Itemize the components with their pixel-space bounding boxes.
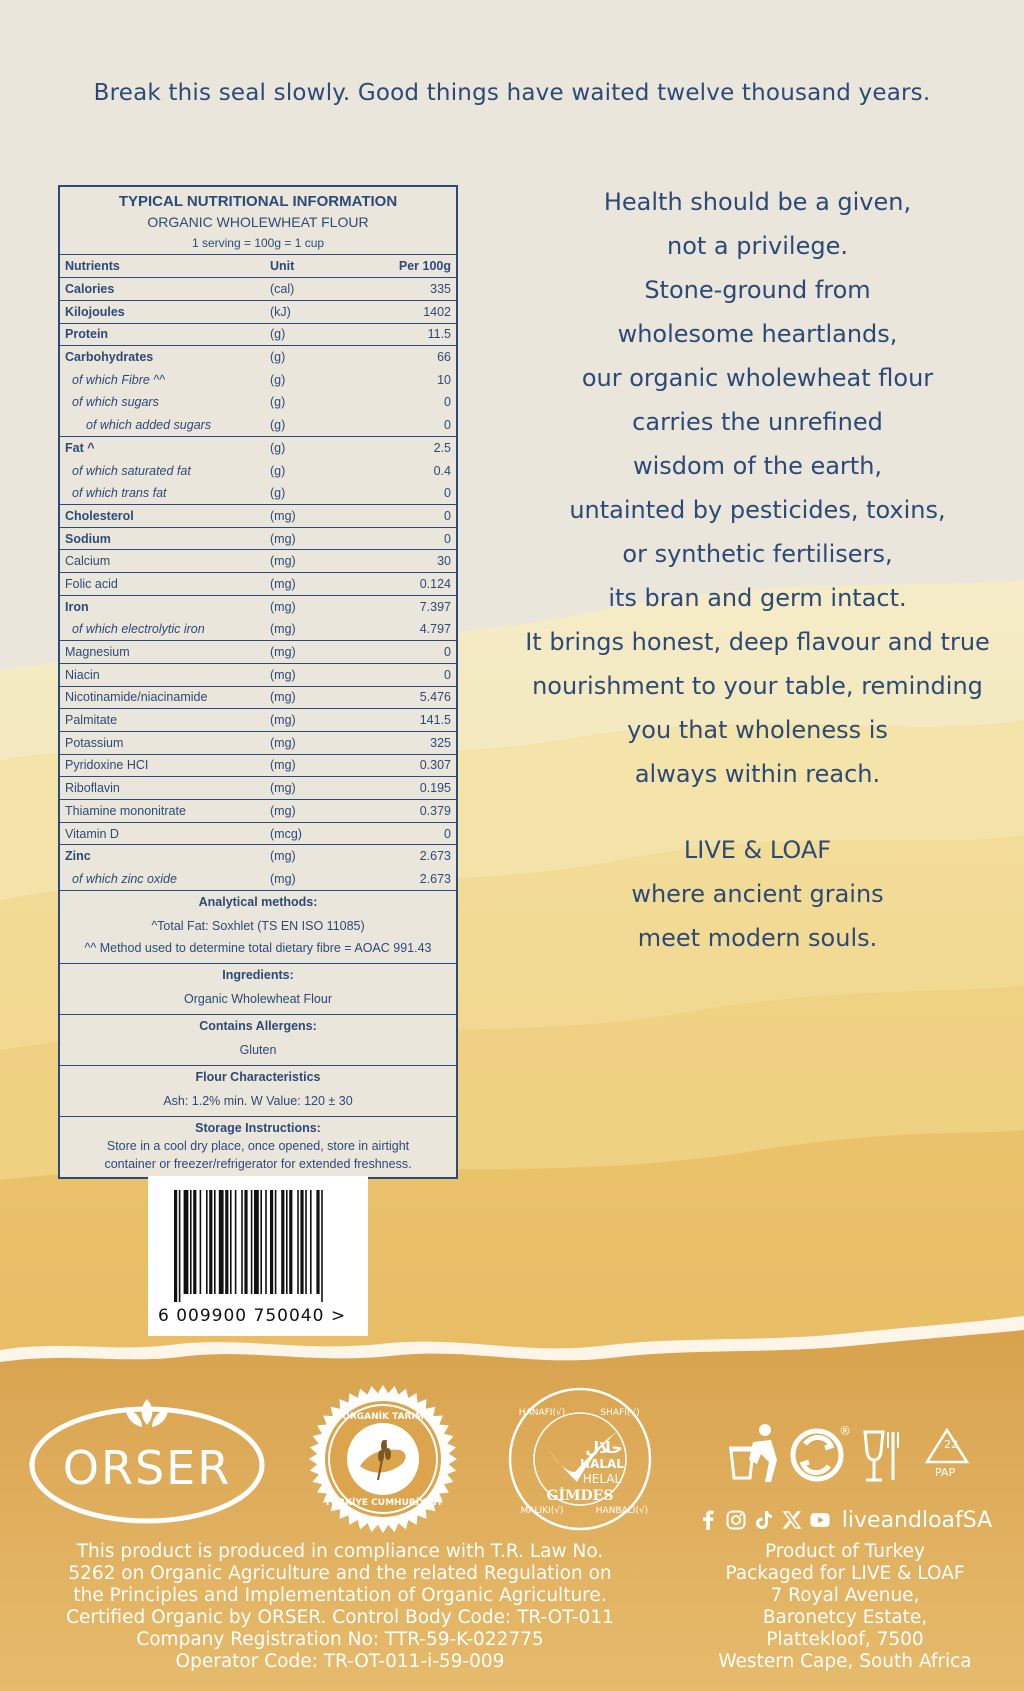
storage-line-1: Store in a cool dry place, once opened, store in airtight (106, 1138, 410, 1153)
nutrition-panel (58, 185, 458, 1179)
nutrient-value: 2.673 (375, 868, 456, 891)
nutrient-name: Thiamine mononitrate (60, 800, 265, 823)
nutrient-value: 0.379 (375, 800, 456, 823)
nutrient-value: 0 (375, 482, 456, 505)
brand-story (510, 180, 1005, 960)
storage-heading: Storage Instructions: (195, 1120, 321, 1135)
nutrient-value: 0.4 (433, 463, 451, 478)
nutrition-row (60, 731, 456, 754)
nutrient-value: 0.307 (375, 754, 456, 777)
story-line: Health should be a given, (603, 188, 912, 216)
nutrition-row (60, 437, 456, 460)
nutrient-value: 66 (437, 350, 451, 365)
halal-brand: GİMDES (546, 1488, 614, 1504)
nutrient-name: Kilojoules (60, 300, 265, 323)
story-line: you that wholeness is (627, 716, 888, 744)
seal-bottom-text: TÜRKİYE CUMHURİYETİ (324, 1498, 442, 1508)
pap-number: 22 (944, 1438, 958, 1451)
ingredients-heading: Ingredients: (222, 967, 294, 982)
nutrient-unit: (mg) (265, 573, 375, 596)
story-line: not a privilege. (667, 232, 848, 260)
nutrient-unit: (mg) (265, 505, 375, 528)
nutrient-value: 141.5 (375, 709, 456, 732)
nutrient-value: 2.5 (433, 441, 451, 456)
pap-label: PAP (935, 1466, 956, 1479)
closing-line: LIVE & LOAF (683, 836, 832, 864)
nutrient-unit: (mg) (265, 731, 375, 754)
story-line: Stone-ground from (644, 276, 871, 304)
tagline: Break this seal slowly. Good things have waited twelve thousand years. (93, 80, 931, 106)
closing-lines (510, 828, 1005, 960)
nutrient-value: 0 (375, 414, 456, 437)
address-line: Product of Turkey (764, 1541, 926, 1562)
nutrient-value: 0 (375, 641, 456, 664)
nutrition-row (60, 663, 456, 686)
nutrition-row (60, 686, 456, 709)
nutrient-unit: (mg) (265, 550, 375, 573)
nutrition-row (60, 459, 456, 482)
nutrient-unit: (g) (265, 414, 375, 437)
analytical-line-2: ^^ Method used to determine total dietary fibre = AOAC 991.43 (84, 940, 432, 955)
legal-line: Certified Organic by ORSER. Control Body Code: TR-OT-011 (66, 1607, 614, 1628)
nutrient-value: 7.397 (419, 599, 451, 614)
nutrition-row (60, 845, 456, 868)
nutrient-unit: (g) (270, 463, 286, 478)
story-lines (510, 180, 1005, 796)
nutrient-unit: (mg) (265, 663, 375, 686)
nutrition-row (60, 368, 456, 391)
nutrient-name: Iron (65, 599, 89, 614)
nutrient-value: 335 (375, 278, 456, 301)
nutrient-unit: (mg) (265, 868, 375, 891)
story-line: It brings honest, deep flavour and true (525, 628, 990, 656)
closing-line: meet modern souls. (637, 924, 878, 952)
orser-logo (28, 1395, 266, 1525)
barcode-bars (148, 1176, 368, 1306)
halal-logo (505, 1384, 655, 1534)
story-line: untainted by pesticides, toxins, (569, 496, 946, 524)
nutrient-value: 4.797 (375, 618, 456, 641)
nutrient-value: 11.5 (375, 323, 456, 346)
flour-text: Ash: 1.2% min. W Value: 120 ± 30 (163, 1093, 353, 1108)
nutrient-value: 325 (375, 731, 456, 754)
nutrition-row (60, 482, 456, 505)
nutrient-name: of which zinc oxide (60, 868, 265, 891)
nutrient-name: of which sugars (72, 395, 159, 410)
registered-mark: ® (839, 1424, 851, 1438)
flour-heading: Flour Characteristics (195, 1069, 321, 1084)
allergens-text: Gluten (239, 1042, 277, 1057)
nutrition-serving: 1 serving = 100g = 1 cup (191, 236, 325, 250)
nutrient-name: Riboflavin (60, 777, 265, 800)
story-line: nourishment to your table, reminding (532, 672, 983, 700)
nutrient-unit: (g) (270, 372, 286, 387)
nutrient-value: 0 (375, 663, 456, 686)
nutrition-row (60, 754, 456, 777)
nutrient-unit: (mg) (265, 527, 375, 550)
halal-en: HALAL (580, 1457, 624, 1471)
orser-wordmark: ORSER (62, 1441, 232, 1495)
recycling-icons (725, 1420, 985, 1490)
nutrition-row (60, 346, 456, 369)
nutrient-unit: (mg) (265, 686, 375, 709)
nutrition-row (60, 868, 456, 891)
nutrient-value: 2.673 (419, 849, 451, 864)
legal-text (20, 1541, 660, 1673)
nutrition-row (60, 777, 456, 800)
story-line: wisdom of the earth, (632, 452, 883, 480)
nutrient-name: of which electrolytic iron (60, 618, 265, 641)
allergens-section (60, 1015, 456, 1066)
nutrition-table-header (60, 255, 456, 278)
ingredients-text: Organic Wholewheat Flour (184, 991, 332, 1006)
address-line: Baronetcy Estate, (762, 1607, 928, 1628)
nutrient-name: of which Fibre ^^ (72, 372, 166, 387)
nutrient-unit: (mg) (265, 800, 375, 823)
nutrient-unit: (kJ) (265, 300, 375, 323)
facebook-icon[interactable] (698, 1510, 718, 1530)
storage-section (60, 1117, 456, 1177)
ingredients-section (60, 964, 456, 1015)
nutrient-name: Protein (60, 323, 265, 346)
story-line: our organic wholewheat flour (581, 364, 934, 392)
nutrition-row (60, 709, 456, 732)
nutrient-value: 5.476 (375, 686, 456, 709)
nutrition-row (60, 595, 456, 618)
nutrition-row (60, 414, 456, 437)
story-line: its bran and germ intact. (608, 584, 907, 612)
nutrient-unit: (mg) (265, 754, 375, 777)
nutrition-title: TYPICAL NUTRITIONAL INFORMATION (118, 193, 398, 210)
nutrient-value: 0 (444, 395, 451, 410)
nutrient-name: Niacin (60, 663, 265, 686)
nutrition-row (60, 300, 456, 323)
header-unit: Unit (265, 255, 375, 278)
analytical-line-1: ^Total Fat: Soxhlet (TS EN ISO 11085) (151, 918, 365, 933)
nutrient-name: of which saturated fat (72, 463, 191, 478)
nutrient-name: of which trans fat (60, 482, 265, 505)
legal-line: the Principles and Implementation of Organic Agriculture. (73, 1585, 607, 1606)
nutrient-value: 0 (375, 822, 456, 845)
nutrient-value: 0.124 (375, 573, 456, 596)
nutrient-unit: (g) (265, 323, 375, 346)
nutrient-unit: (mg) (265, 709, 375, 732)
flour-characteristics-section (60, 1066, 456, 1117)
social-row (690, 1505, 1000, 1535)
social-handle[interactable]: liveandloafSA (841, 1507, 993, 1533)
address-line: Western Cape, South Africa (718, 1651, 972, 1672)
halal-arabic: حلال (585, 1438, 623, 1457)
nutrition-row (60, 505, 456, 528)
x-icon[interactable] (782, 1510, 802, 1530)
instagram-icon[interactable] (726, 1510, 746, 1530)
nutrient-name: Calcium (60, 550, 265, 573)
nutrition-row (60, 641, 456, 664)
nutrient-name: Potassium (60, 731, 265, 754)
nutrition-row (60, 573, 456, 596)
nutrient-value: 0 (375, 505, 456, 528)
nutrient-unit: (g) (265, 482, 375, 505)
story-line: always within reach. (634, 760, 881, 788)
nutrient-unit: (g) (270, 441, 286, 456)
nutrition-row (60, 618, 456, 641)
nutrition-row (60, 822, 456, 845)
nutrition-rows (60, 278, 456, 891)
nutrient-name: Calories (60, 278, 265, 301)
nutrition-row (60, 278, 456, 301)
nutrient-unit: (mg) (270, 849, 296, 864)
nutrient-unit: (mg) (270, 599, 296, 614)
youtube-icon[interactable] (810, 1510, 830, 1530)
analytical-methods (60, 891, 456, 964)
nutrient-name: Magnesium (60, 641, 265, 664)
barcode (148, 1176, 368, 1336)
address-line: Plattekloof, 7500 (766, 1629, 924, 1650)
address-line: 7 Royal Avenue, (770, 1585, 920, 1606)
nutrient-value: 0.195 (375, 777, 456, 800)
nutrient-name: of which added sugars (60, 414, 265, 437)
nutrient-unit: (mg) (265, 641, 375, 664)
halal-en-2: HELAL (582, 1472, 622, 1486)
closing-line: where ancient grains (631, 880, 884, 908)
story-line: carries the unrefined (632, 408, 883, 436)
nutrient-unit: (mg) (265, 777, 375, 800)
nutrient-name: Nicotinamide/niacinamide (60, 686, 265, 709)
storage-line-2: container or freezer/refrigerator for extended freshness. (104, 1156, 412, 1171)
legal-line: This product is produced in compliance with T.R. Law No. (76, 1541, 604, 1562)
nutrient-value: 30 (375, 550, 456, 573)
legal-line: 5262 on Organic Agriculture and the related Regulation on (68, 1563, 612, 1584)
glass-fork-icon (865, 1432, 898, 1480)
nutrient-name: Cholesterol (60, 505, 265, 528)
nutrient-name: Sodium (60, 527, 265, 550)
analytical-heading: Analytical methods: (198, 894, 318, 909)
nutrient-name: Carbohydrates (65, 350, 154, 365)
organic-seal-icon (308, 1384, 458, 1534)
story-line: wholesome heartlands, (617, 320, 898, 348)
nutrient-value: 0 (375, 527, 456, 550)
nutrition-product: ORGANIC WHOLEWHEAT FLOUR (147, 214, 369, 230)
allergens-heading: Contains Allergens: (199, 1018, 317, 1033)
recycle-symbols (725, 1420, 985, 1490)
tiktok-icon[interactable] (754, 1510, 774, 1530)
nutrition-header (60, 187, 456, 255)
nutrient-name: Fat ^ (65, 441, 95, 456)
legal-line: Company Registration No: TTR-59-K-022775 (136, 1629, 544, 1650)
nutrient-value: 10 (437, 372, 451, 387)
nutrition-table (60, 255, 456, 891)
nutrition-row (60, 391, 456, 414)
nutrient-unit: (mcg) (265, 822, 375, 845)
nutrient-name: Zinc (65, 849, 91, 864)
seal-top-text: ORGANİK TARIM (342, 1412, 424, 1422)
legal-line: Operator Code: TR-OT-011-i-59-009 (175, 1651, 505, 1672)
halal-bottom-left: MALIKI(√) (520, 1506, 564, 1516)
header-per-100g: Per 100g (375, 255, 456, 278)
nutrient-name: Pyridoxine HCI (60, 754, 265, 777)
halal-top-left: HANAFI(√) (518, 1408, 566, 1418)
address-text (690, 1541, 1000, 1673)
nutrient-unit: (g) (270, 395, 286, 410)
nutrition-row (60, 800, 456, 823)
halal-bottom-right: HANBALI(√) (595, 1506, 649, 1516)
organic-seal (308, 1384, 458, 1534)
nutrient-name: Folic acid (60, 573, 265, 596)
nutrient-unit: (g) (270, 350, 286, 365)
nutrient-unit: (cal) (265, 278, 375, 301)
barcode-digits: 6 009900 750040 > (158, 1306, 347, 1326)
nutrition-row (60, 550, 456, 573)
nutrient-name: Vitamin D (60, 822, 265, 845)
story-line: or synthetic fertilisers, (622, 540, 893, 568)
tidyman-icon (729, 1424, 777, 1482)
green-dot-icon (793, 1431, 841, 1479)
nutrition-row (60, 527, 456, 550)
nutrient-name: Palmitate (60, 709, 265, 732)
nutrition-row (60, 323, 456, 346)
halal-top-right: SHAFI(√) (600, 1408, 640, 1418)
nutrient-value: 1402 (375, 300, 456, 323)
header-nutrients: Nutrients (60, 255, 265, 278)
nutrient-unit: (mg) (265, 618, 375, 641)
address-line: Packaged for LIVE & LOAF (725, 1563, 965, 1584)
